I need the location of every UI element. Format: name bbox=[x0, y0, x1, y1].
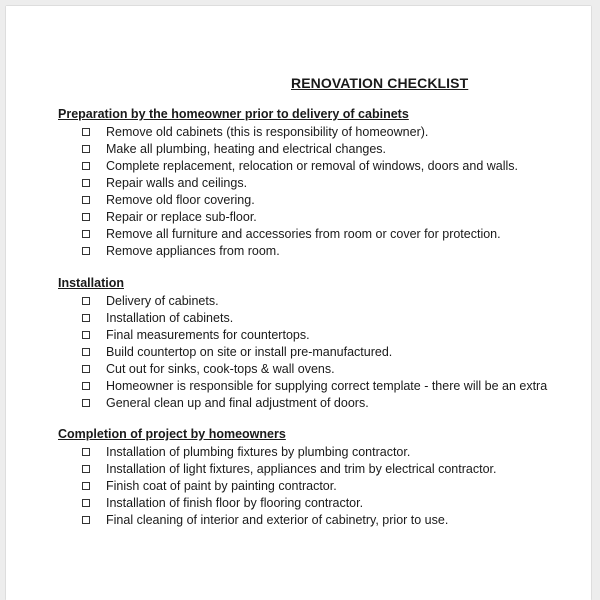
checklist-item bbox=[58, 124, 588, 141]
checkbox[interactable] bbox=[82, 382, 90, 390]
checklist-item-label: Finish coat of paint by painting contractor. bbox=[106, 479, 337, 493]
checklist-item-label: General clean up and final adjustment of doors. bbox=[106, 396, 369, 410]
checklist-item bbox=[58, 192, 588, 209]
checklist-item bbox=[58, 293, 588, 310]
checklist-item-label: Complete replacement, relocation or removal of windows, doors and walls. bbox=[106, 159, 518, 173]
checkbox[interactable] bbox=[82, 448, 90, 456]
checkbox[interactable] bbox=[82, 128, 90, 136]
checklist-item-label: Remove old cabinets (this is responsibility of homeowner). bbox=[106, 125, 429, 139]
checkbox[interactable] bbox=[82, 399, 90, 407]
checklist-item bbox=[58, 361, 588, 378]
checklist-item-label: Installation of cabinets. bbox=[106, 311, 234, 325]
section-completion bbox=[58, 426, 588, 529]
checklist-item-label: Final cleaning of interior and exterior of cabinetry, prior to use. bbox=[106, 513, 449, 527]
checklist-item bbox=[58, 478, 588, 495]
checkbox[interactable] bbox=[82, 196, 90, 204]
checklist-item bbox=[58, 344, 588, 361]
checklist-item-label: Homeowner is responsible for supplying correct template - there will be an extra bbox=[106, 379, 548, 393]
checklist-item-label: Repair walls and ceilings. bbox=[106, 176, 248, 190]
checkbox[interactable] bbox=[82, 499, 90, 507]
checkbox[interactable] bbox=[82, 365, 90, 373]
checkbox[interactable] bbox=[82, 145, 90, 153]
checklist-item bbox=[58, 243, 588, 260]
checkbox[interactable] bbox=[82, 179, 90, 187]
checklist-item bbox=[58, 444, 588, 461]
checkbox[interactable] bbox=[82, 247, 90, 255]
section-installation bbox=[58, 275, 588, 412]
checklist-item-label: Make all plumbing, heating and electrical changes. bbox=[106, 142, 387, 156]
checklist-item bbox=[58, 310, 588, 327]
checklist-item bbox=[58, 141, 588, 158]
checklist-item bbox=[58, 175, 588, 192]
checkbox[interactable] bbox=[82, 348, 90, 356]
checklist-item bbox=[58, 158, 588, 175]
checklist-item-label: Remove all furniture and accessories from room or cover for protection. bbox=[106, 227, 501, 241]
checklist-item-label: Delivery of cabinets. bbox=[106, 294, 219, 308]
section-heading: Preparation by the homeowner prior to delivery of cabinets bbox=[58, 107, 409, 121]
checkbox[interactable] bbox=[82, 482, 90, 490]
checklist-item-label: Build countertop on site or install pre-manufactured. bbox=[106, 345, 393, 359]
checklist-item bbox=[58, 226, 588, 243]
section-heading: Installation bbox=[58, 276, 124, 290]
checklist-item-label: Installation of plumbing fixtures by plumbing contractor. bbox=[106, 445, 411, 459]
section-preparation bbox=[58, 106, 588, 260]
checkbox[interactable] bbox=[82, 213, 90, 221]
checkbox[interactable] bbox=[82, 297, 90, 305]
checklist-item-label: Cut out for sinks, cook-tops & wall ovens. bbox=[106, 362, 335, 376]
checkbox[interactable] bbox=[82, 230, 90, 238]
document-page bbox=[6, 6, 591, 600]
checklist-item bbox=[58, 209, 588, 226]
checklist-item bbox=[58, 327, 588, 344]
checklist-item-label: Installation of light fixtures, appliances and trim by electrical contractor. bbox=[106, 462, 497, 476]
checklist-item bbox=[58, 461, 588, 478]
checkbox[interactable] bbox=[82, 465, 90, 473]
checkbox[interactable] bbox=[82, 331, 90, 339]
checkbox[interactable] bbox=[82, 162, 90, 170]
checklist-item-label: Remove old floor covering. bbox=[106, 193, 255, 207]
checklist-item-label: Final measurements for countertops. bbox=[106, 328, 310, 342]
checklist-item bbox=[58, 495, 588, 512]
checklist-item bbox=[58, 378, 588, 395]
checklist-item-label: Repair or replace sub-floor. bbox=[106, 210, 257, 224]
checklist-item-label: Installation of finish floor by flooring contractor. bbox=[106, 496, 364, 510]
checklist-item-label: Remove appliances from room. bbox=[106, 244, 280, 258]
checkbox[interactable] bbox=[82, 314, 90, 322]
section-heading: Completion of project by homeowners bbox=[58, 427, 286, 441]
checklist-item bbox=[58, 395, 588, 412]
page-title: RENOVATION CHECKLIST bbox=[291, 75, 469, 91]
checkbox[interactable] bbox=[82, 516, 90, 524]
checklist bbox=[58, 444, 588, 529]
checklist bbox=[58, 293, 588, 412]
checklist bbox=[58, 124, 588, 260]
checklist-item bbox=[58, 512, 588, 529]
